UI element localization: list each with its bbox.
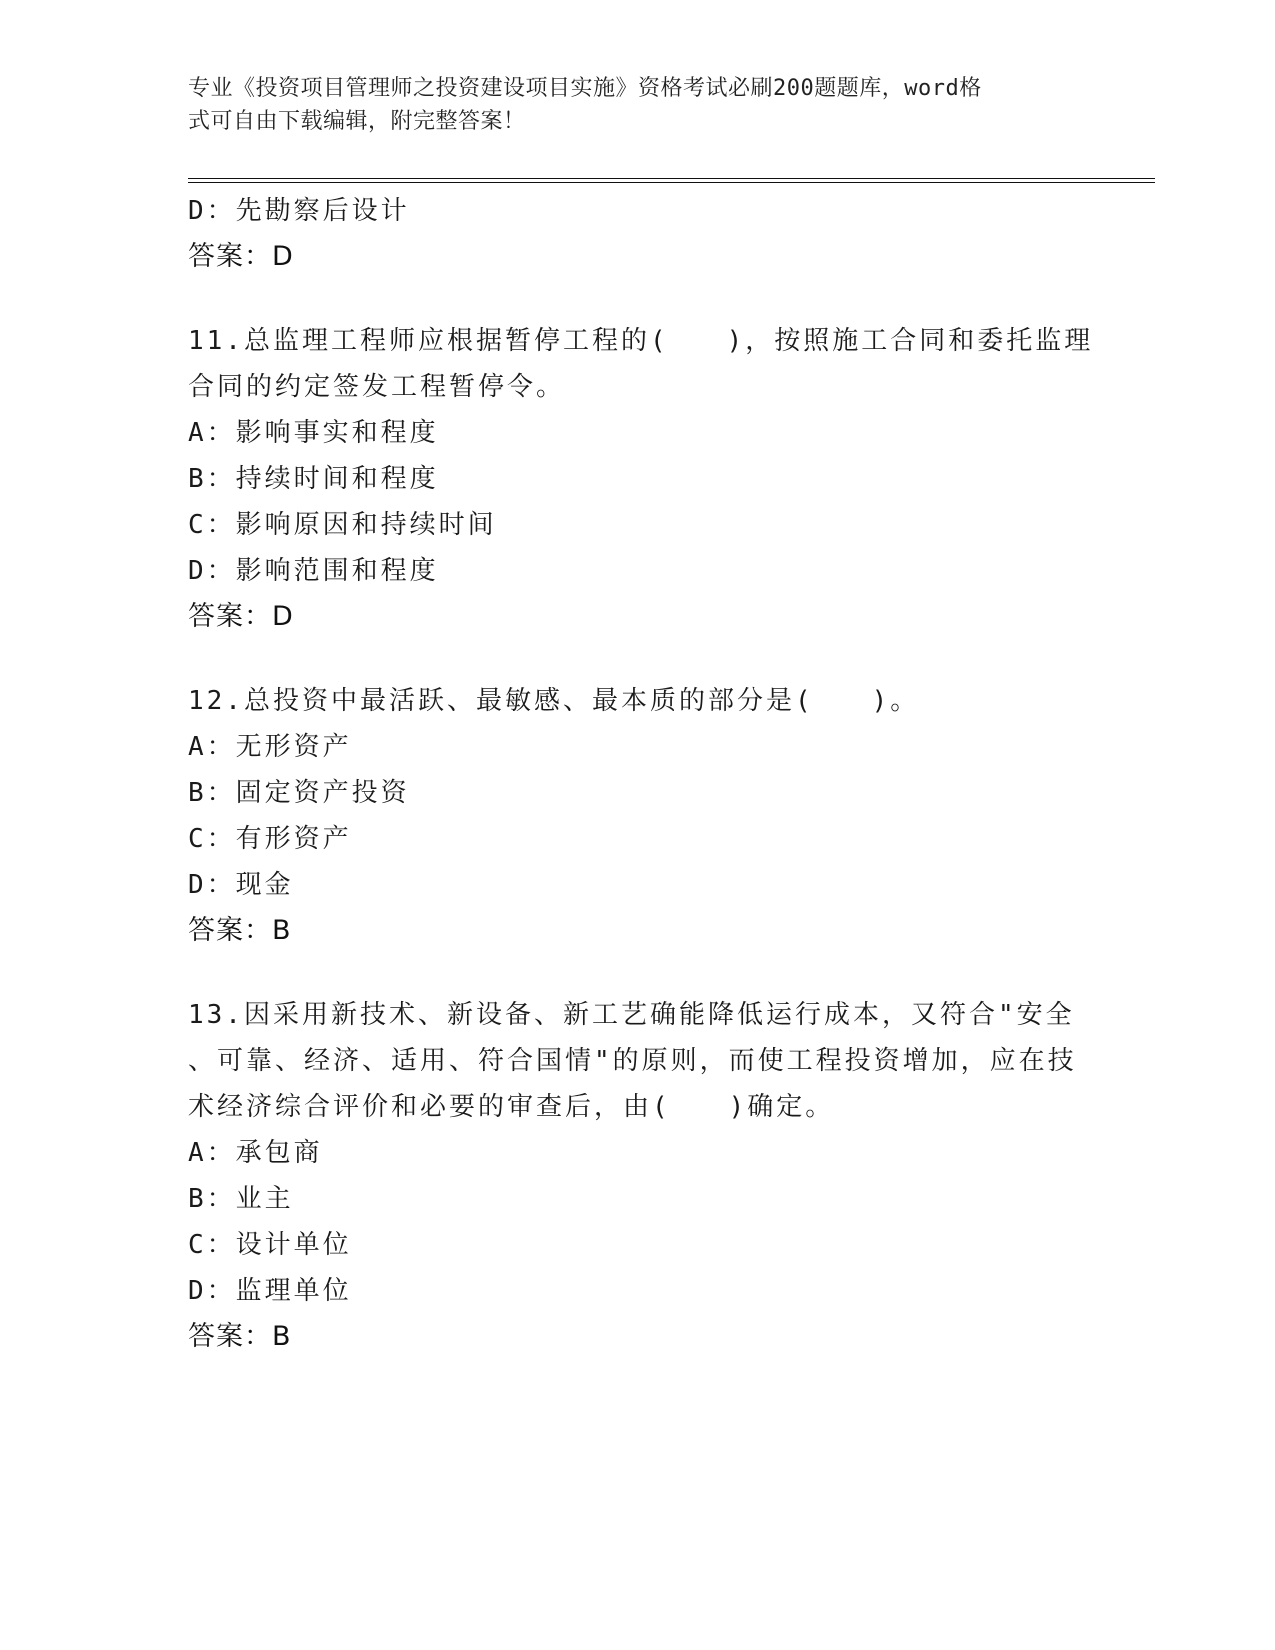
answer-line: 答案：D <box>188 601 294 632</box>
question-stem-line: 术经济综合评价和必要的审查后，由( )确定。 <box>188 1092 835 1122</box>
option-d: D：现金 <box>188 870 294 900</box>
header-title-line-2: 式可自由下载编辑，附完整答案！ <box>188 109 526 134</box>
question-stem-line: 合同的约定签发工程暂停令。 <box>188 372 566 402</box>
answer-line: 答案：B <box>188 915 292 946</box>
question-content <box>188 188 1094 1360</box>
question-stem-line: 12.总投资中最活跃、最敏感、最本质的部分是( )。 <box>188 686 920 716</box>
header-title-line-1: 专业《投资项目管理师之投资建设项目实施》资格考试必刷200题题库，word格 <box>188 76 982 101</box>
answer-line: 答案：D <box>188 241 294 272</box>
document-header <box>188 72 1088 138</box>
question-stem-line: 13.因采用新技术、新设备、新工艺确能降低运行成本，又符合"安全 <box>188 1000 1075 1030</box>
option-d: D：监理单位 <box>188 1276 352 1306</box>
option-d: D：先勘察后设计 <box>188 196 410 226</box>
option-c: C：设计单位 <box>188 1230 352 1260</box>
question-stem-line: 、可靠、经济、适用、符合国情"的原则，而使工程投资增加，应在技 <box>188 1046 1077 1076</box>
option-a: A：承包商 <box>188 1138 323 1168</box>
question-11 <box>188 318 1094 640</box>
option-c: C：有形资产 <box>188 824 352 854</box>
option-c: C：影响原因和持续时间 <box>188 510 497 540</box>
option-a: A：影响事实和程度 <box>188 418 439 448</box>
question-12 <box>188 678 1088 954</box>
header-divider <box>188 178 1155 183</box>
option-d: D：影响范围和程度 <box>188 556 439 586</box>
option-b: B：固定资产投资 <box>188 778 410 808</box>
option-b: B：持续时间和程度 <box>188 464 439 494</box>
carryover-question <box>188 188 1088 280</box>
answer-line: 答案：B <box>188 1321 292 1352</box>
option-b: B：业主 <box>188 1184 294 1214</box>
question-13 <box>188 992 1088 1360</box>
question-stem-line: 11.总监理工程师应根据暂停工程的( )，按照施工合同和委托监理 <box>188 326 1094 356</box>
option-a: A：无形资产 <box>188 732 352 762</box>
